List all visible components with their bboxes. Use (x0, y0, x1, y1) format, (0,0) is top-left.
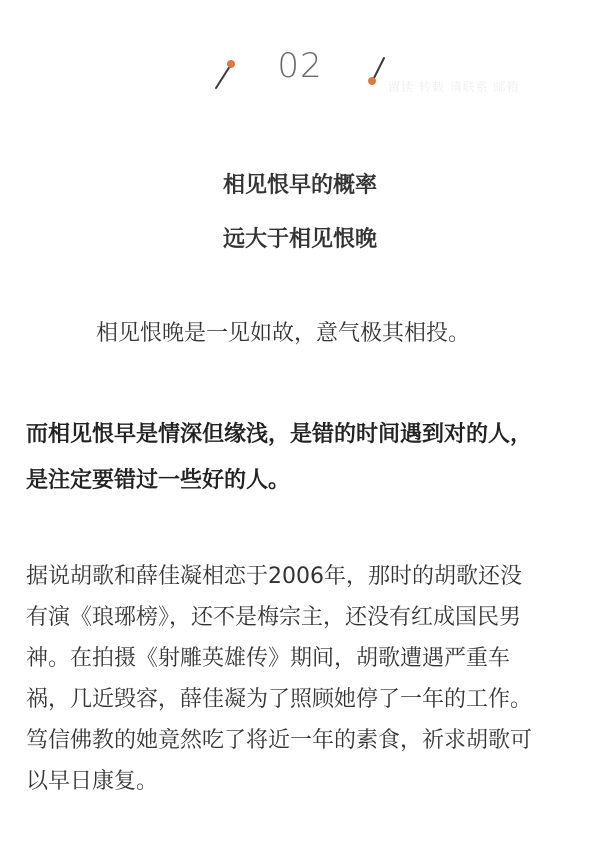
section-number: 02 (277, 46, 323, 86)
paragraph-3-line: 神。在拍摄《射雕英雄传》期间，胡歌遭遇严重车 (26, 646, 511, 671)
paragraph-3 (26, 556, 586, 802)
section-header (0, 36, 600, 96)
paragraph-1: 相见恨晚是一见如故，意气极其相投。 (96, 321, 471, 346)
faded-watermark-note: 留读 转载 请联系 邮箱 (388, 80, 520, 94)
subtitle-line-1: 相见恨早的概率 (222, 173, 377, 198)
paragraph-2 (26, 412, 586, 504)
paragraph-3-line: 据说胡歌和薛佳凝相恋于2006年，那时的胡歌还没 (26, 564, 522, 589)
paragraph-3-line: 祸，几近毁容，薛佳凝为了照顾她停了一年的工作。 (26, 687, 533, 712)
paragraph-3-line: 笃信佛教的她竟然吃了将近一年的素食，祈求胡歌可 (26, 728, 533, 753)
pin-left-icon (208, 44, 248, 94)
paragraph-2-line-2: 是注定要错过一些好的人。 (26, 468, 291, 493)
paragraph-3-line: 有演《琅琊榜》，还不是梅宗主，还没有红成国民男 (26, 605, 522, 630)
paragraph-3-line: 以早日康复。 (26, 769, 159, 794)
subtitle-line-2: 远大于相见恨晚 (222, 227, 377, 252)
paragraph-2-line-1: 而相见恨早是情深但缘浅，是错的时间遇到对的人， (26, 422, 533, 447)
